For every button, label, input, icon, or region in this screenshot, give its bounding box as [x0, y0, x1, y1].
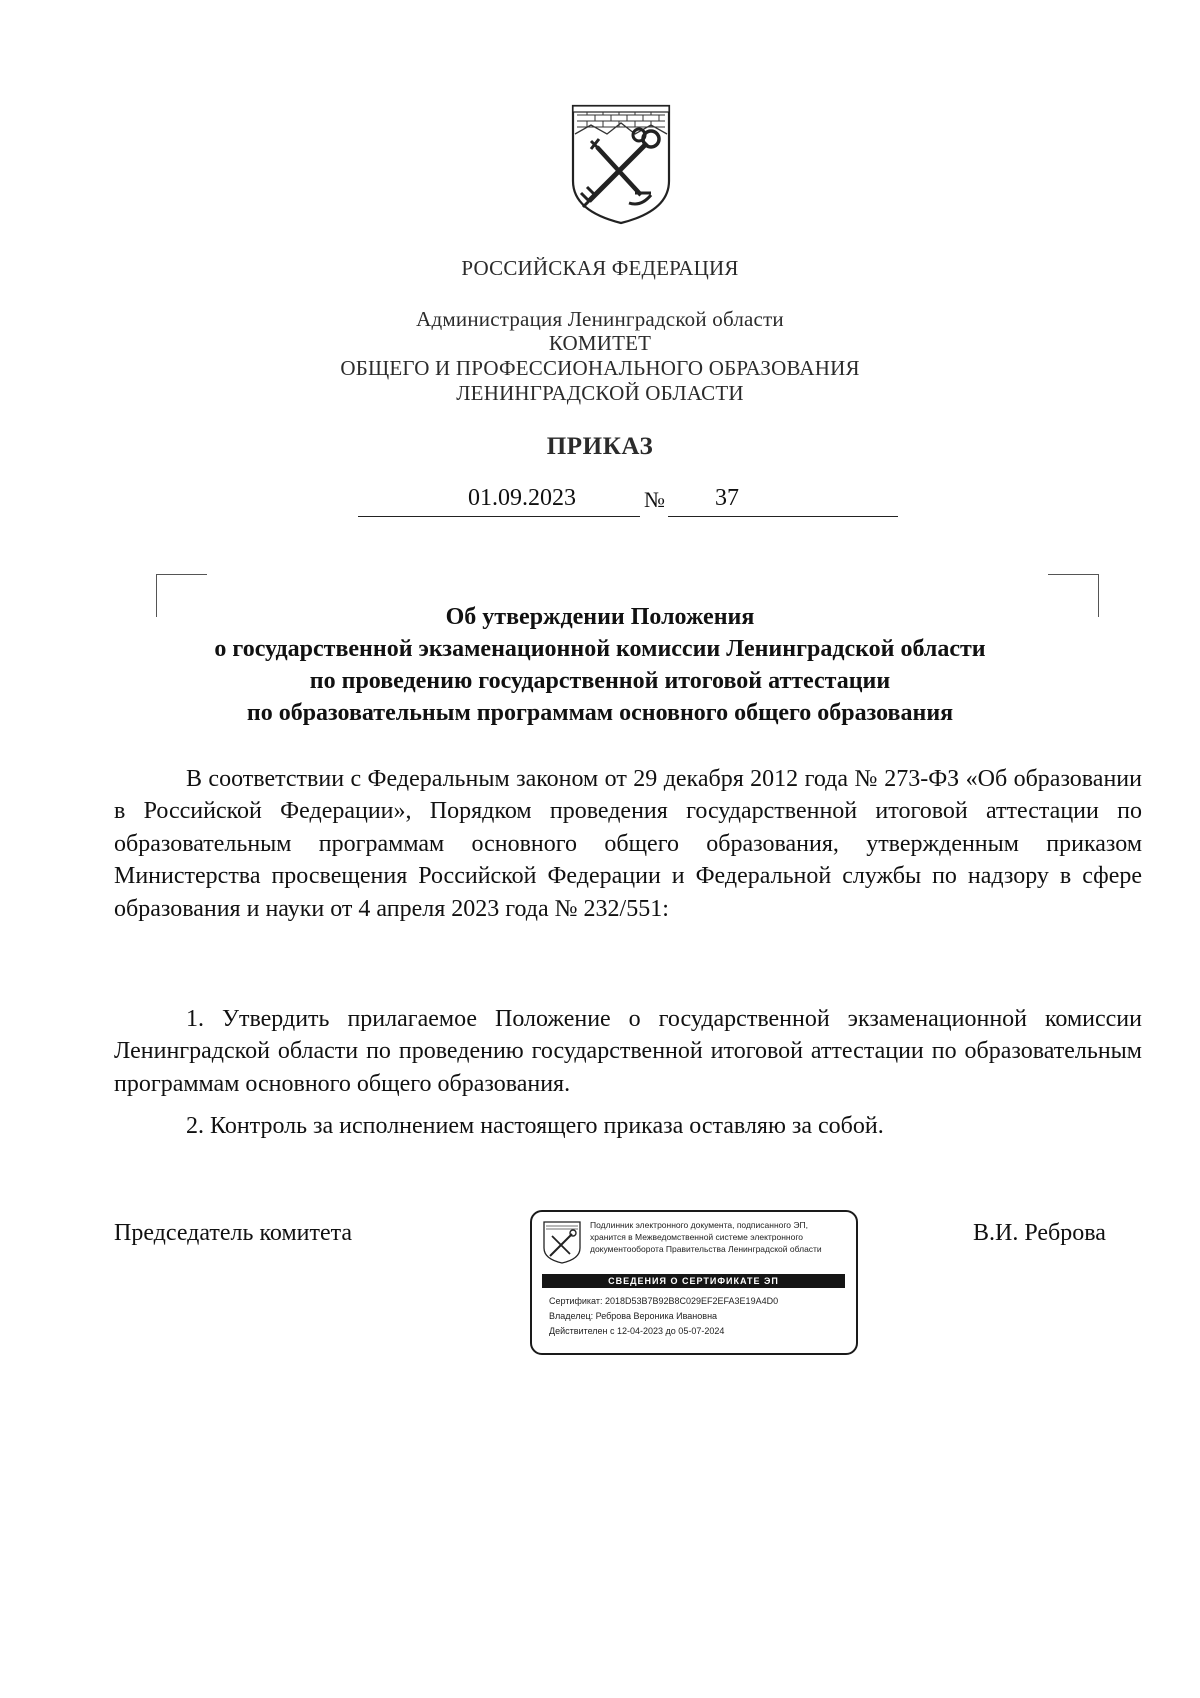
signatory-name: В.И. Реброва: [973, 1220, 1106, 1246]
signatory-role: Председатель комитета: [114, 1220, 353, 1246]
administration-name: Администрация Ленинградской области: [416, 307, 784, 331]
electronic-signature-stamp: [530, 1210, 858, 1355]
document-number: 37: [715, 485, 739, 511]
title-line: по проведению государственной итоговой аттестации: [309, 668, 891, 694]
title-line: о государственной экзаменационной комиссии Ленинградской области: [214, 636, 986, 662]
title-line: Об утверждении Положения: [445, 604, 755, 630]
preamble-paragraph: В соответствии с Федеральным законом от 29 декабря 2012 года № 273-ФЗ «Об образовании в Российской Федерации», Порядком проведения государственной итоговой аттестации по образовательным программам основного общего образования, утвержденным приказом Министерства просвещения Российской Федерации и Федеральной службы по надзору в сфере образования и науки от 4 апреля 2023 года № 232/551:: [114, 766, 1142, 922]
stamp-note-line: Подлинник электронного документа, подписанного ЭП,: [590, 1220, 808, 1230]
coat-of-arms-icon: [569, 103, 673, 225]
document-date: 01.09.2023: [468, 485, 576, 511]
stamp-certificate-header: СВЕДЕНИЯ О СЕРТИФИКАТЕ ЭП: [542, 1274, 845, 1288]
stamp-coat-of-arms-icon: [542, 1220, 582, 1264]
stamp-note-line: документооборота Правительства Ленинградской области: [590, 1244, 822, 1254]
committee-line: ЛЕНИНГРАДСКОЙ ОБЛАСТИ: [456, 381, 744, 405]
date-number-line: [358, 485, 898, 519]
stamp-certificate-details: [549, 1294, 778, 1339]
committee-line: ОБЩЕГО И ПРОФЕССИОНАЛЬНОГО ОБРАЗОВАНИЯ: [340, 356, 860, 380]
document-type: ПРИКАЗ: [546, 433, 654, 460]
document-title: [0, 601, 1200, 729]
title-line: по образовательным программам основного общего образования: [246, 700, 954, 726]
country-name: РОССИЙСКАЯ ФЕДЕРАЦИЯ: [461, 256, 739, 280]
certificate-owner: Владелец: Реброва Вероника Ивановна: [549, 1311, 718, 1321]
number-sign: №: [644, 487, 665, 512]
committee-line: КОМИТЕТ: [548, 331, 652, 355]
certificate-validity: Действителен с 12-04-2023 до 05-07-2024: [549, 1326, 725, 1336]
order-item-1: 1. Утвердить прилагаемое Положение о государственной экзаменационной комиссии Ленинградской области по проведению государственной итоговой аттестации по образовательным программам основного общего образования.: [114, 1006, 1142, 1097]
date-underline: [358, 516, 640, 517]
stamp-note-line: хранится в Межведомственной системе электронного: [590, 1232, 803, 1242]
certificate-id: Сертификат: 2018D53B7B92B8C029EF2EFA3E19A4D0: [549, 1296, 779, 1306]
order-item-2: 2. Контроль за исполнением настоящего приказа оставляю за собой.: [186, 1113, 884, 1139]
stamp-note: [590, 1219, 852, 1255]
number-underline: [668, 516, 898, 517]
